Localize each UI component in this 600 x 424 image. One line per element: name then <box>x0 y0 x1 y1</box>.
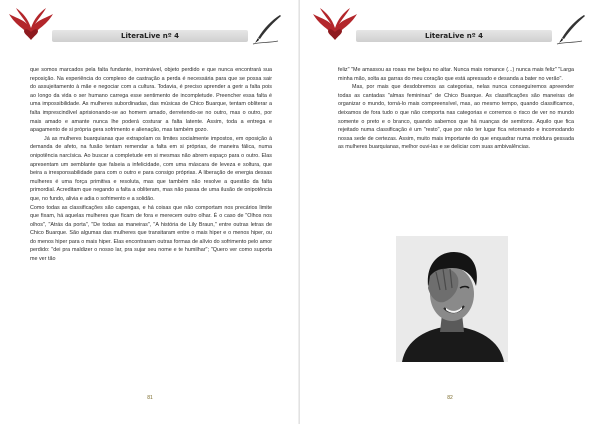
paragraph: Já as mulheres buarquianas que extrapolam os limites socialmente impostos, em oposição à demanda de afeto, na fusão tentam remendar a falta em si próprias, de maneira fálica, numa onipotência narcísica. Ao buscar a completude em si mesmas não abrem espaço para o outro. Elas apresentam um semblante que falseia a infelicidade, com uma máscara de leveza e soltura, que beira a irresponsabilidade para com o outro e para consigo próprias. A liberação de energia dessas mulheres é uma força primitiva e resoluta, mas que também não resolve a questão da falta primordial. Acreditam que negando a falta a obliteram, mas não passa de uma ilusão de onipotência que, no fundo, alivia e adia o sofrimento e a solidão. <box>30 135 272 202</box>
quill-pen-icon <box>554 12 588 46</box>
header-title-band <box>52 30 248 42</box>
page-header <box>300 6 600 46</box>
header-title: LiteraLive nº 4 <box>121 32 179 40</box>
paragraph: Mas, por mais que desdobremos as categorias, nelas nunca conseguiremos apreender todas as cantadas "almas femininas" de Chico Buarque. As classificações são maneiras de organizar o mundo, torná-lo mais compreensível, mas, ao mesmo tempo, quando classificamos, deixamos de fora tudo o que não comporta nas categorias e corremos o risco de ver no mundo somente o preto e o branco, quando sabemos que há nuanças de semitons. Aquilo que fica rejeitado numa classificação é um "resto", que por não ter lugar fica retornando e incomodando nossa sede de certezas. Assim, muito mais importante do que enquadrar numa moldura gessada as mulheres buarquianas, melhor ouvi-las e se deliciar com suas ambivalências. <box>338 84 574 151</box>
header-title-band <box>356 30 552 42</box>
winged-heart-logo <box>6 6 56 46</box>
header-title: LiteraLive nº 4 <box>425 32 483 40</box>
winged-heart-logo <box>310 6 360 46</box>
paragraph: Como todas as classificações são capengas, e há coisas que não comportam nos precários limite que fixam, há aquelas mulheres que ficam de fora e merecem outro olhar. É o caso de "Olhos nos olhos", "Atrás da porta", "De todas as maneiras", "A história de Lily Braun," entre outras letras de Chico Buarque. São algumas das mulheres que transitaram entre o mais hiper e o menos hiper, ou do menos hiper para o mais hiper. Elas encontraram outras formas de alívio do sofrimento pelo amor perdido: "dei pra maldizer o nosso lar, pra sujar seu nome e te humilhar"; "Quero ver como suporta me ver tão <box>30 204 272 263</box>
page-header <box>0 6 300 46</box>
paragraph: feliz" "Me amassou as rosas me beijou no altar. Nunca mais romance (...) nunca mais feliz" "Larga minha mão, solta as garras do meu coração que está apressado e desanda a bater no verão". <box>338 67 574 82</box>
right-page <box>300 0 600 424</box>
man-laughing-photo <box>396 236 508 362</box>
body-text <box>30 66 272 264</box>
paragraph: que somos marcados pela falta fundante, inominável, objeto perdido e que nunca encontrará sua reposição. Na experiência do complexo de castração a perda é necessária para que se possa sair do assujeitamento à mãe e negociar com a cultura. Todavia, é preciso aprender a gerir a falta pois ao longo da vida o ser humano carrega esse sentimento de incompletude. Preencher essa falta é uma impossibilidade. As mulheres subordinadas, das músicas de Chico Buarque, tentam obliterar a falta imprescindível aprisionando-se ao homem amado, derretendo-se no outro, mas o outro, por mais amado e amante nunca lhe poderá costurar a falta latente. Assim, toda a entrega e apagamento de si própria gera sofrimento e alienação, mas também gozo. <box>30 67 272 134</box>
body-text <box>338 66 574 152</box>
quill-pen-icon <box>250 12 284 46</box>
page-number: 82 <box>447 395 453 401</box>
page-number: 81 <box>147 395 153 401</box>
